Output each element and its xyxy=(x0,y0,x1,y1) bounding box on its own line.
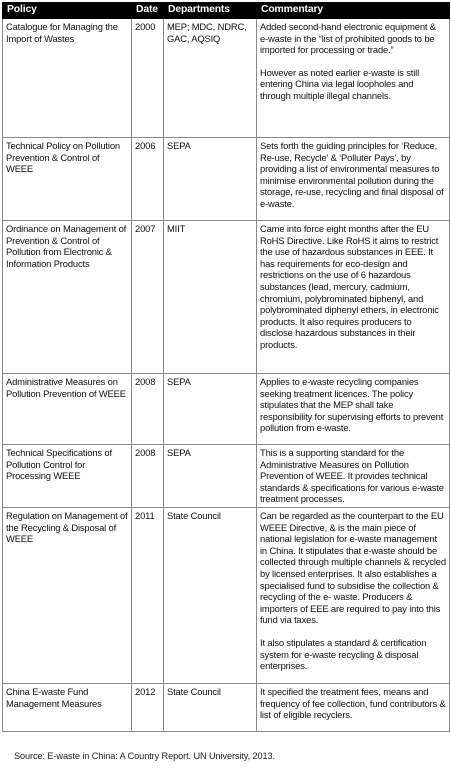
policy-cell: Catalogue for Managing the Import of Wastes xyxy=(3,19,132,138)
date-cell: 2008 xyxy=(132,445,164,508)
header-date: Date xyxy=(132,3,164,19)
date-cell: 2008 xyxy=(132,374,164,445)
departments-cell: MEP; MDC, NDRC, GAC, AQSIQ xyxy=(164,19,257,138)
header-commentary: Commentary xyxy=(257,3,450,19)
commentary-paragraph: It specified the treatment fees, means and frequency of fee collection, fund contributors & list of eligible recyclers. xyxy=(260,685,446,721)
commentary-paragraph: Can be regarded as the counterpart to the EU WEEE Directive, & is the main piece of national legislation for e-waste management in China. It stipulates that e-waste should be collected through multiple channels & recycled by licensed enterprises. It also establishes a specialised fund to subsidise the collection & recycling of the e- waste. Producers & importers of EEE are required to pay into this fund via taxes. xyxy=(260,509,446,626)
table-row xyxy=(3,507,450,683)
commentary-cell xyxy=(257,445,450,508)
source-caption: Source: E-waste in China: A Country Report. UN University, 2013. xyxy=(14,751,276,761)
policy-table xyxy=(2,2,450,732)
departments-cell: State Council xyxy=(164,683,257,731)
table-row xyxy=(3,221,450,374)
date-cell: 2012 xyxy=(132,683,164,731)
date-cell: 2000 xyxy=(132,19,164,138)
commentary-paragraph: This is a supporting standard for the Administrative Measures on Pollution Prevention of WEEE. It provides technical standards & specifications for various e-waste treatment processes. xyxy=(260,447,444,505)
policy-table-container xyxy=(2,2,449,732)
table-row xyxy=(3,374,450,445)
policy-cell: Ordinance on Management of Prevention & Control of Pollution from Electronic & Information Products xyxy=(3,221,132,374)
table-row xyxy=(3,19,450,138)
commentary-paragraph: Applies to e-waste recycling companies seeking treatment licences. The policy stipulates that the MEP shall take responsibility for supervising efforts to prevent pollution from e-waste. xyxy=(260,376,444,434)
table-row xyxy=(3,683,450,731)
policy-cell: China E-waste Fund Management Measures xyxy=(3,683,132,731)
departments-cell: SEPA xyxy=(164,445,257,508)
policy-cell: Technical Policy on Pollution Prevention & Control of WEEE xyxy=(3,138,132,221)
commentary-paragraph: Came into force eight months after the EU RoHS Directive. Like RoHS it aims to restrict the use of hazardous substances in EEE. It has requirements for eco-design and restrictions on the use of 6 hazardous substances (lead, mercury, cadmium, chromium, polybrominated biphenyl, and polybrominated diphenyl ethers, in electronic products. It also requires producers to disclose hazardous substances in their products. xyxy=(260,223,439,350)
policy-cell: Administrative Measures on Pollution Prevention of WEEE xyxy=(3,374,132,445)
date-cell: 2006 xyxy=(132,138,164,221)
header-policy: Policy xyxy=(3,3,132,19)
commentary-cell xyxy=(257,221,450,374)
commentary-paragraph: However as noted earlier e-waste is still entering China via legal loopholes and through multiple illegal channels. xyxy=(260,66,420,101)
departments-cell: MIIT xyxy=(164,221,257,374)
header-departments: Departments xyxy=(164,3,257,19)
commentary-cell xyxy=(257,683,450,731)
table-row xyxy=(3,138,450,221)
departments-cell: State Council xyxy=(164,507,257,683)
policy-cell: Technical Specifications of Pollution Control for Processing WEEE xyxy=(3,445,132,508)
commentary-cell xyxy=(257,19,450,138)
commentary-cell xyxy=(257,507,450,683)
commentary-cell xyxy=(257,374,450,445)
date-cell: 2007 xyxy=(132,221,164,374)
commentary-cell xyxy=(257,138,450,221)
departments-cell: SEPA xyxy=(164,374,257,445)
table-header-row xyxy=(3,3,450,19)
commentary-paragraph: It also stipulates a standard & certification system for e-waste recycling & disposal enterprises. xyxy=(260,636,427,672)
commentary-paragraph: Sets forth the guiding principles for ‘Reduce, Re-use, Recycle’ & ‘Polluter Pays’, by providing a list of environmental measures to minimise environmental pollution during the storage, re-use, recycling and final disposal of e-waste. xyxy=(260,140,444,209)
policy-cell: Regulation on Management of the Recycling & Disposal of WEEE xyxy=(3,507,132,683)
date-cell: 2011 xyxy=(132,507,164,683)
commentary-paragraph: Added second-hand electronic equipment & e-waste in the “list of prohibited goods to be imported for processing or trade.” xyxy=(260,21,436,56)
departments-cell: SEPA xyxy=(164,138,257,221)
table-row xyxy=(3,445,450,508)
